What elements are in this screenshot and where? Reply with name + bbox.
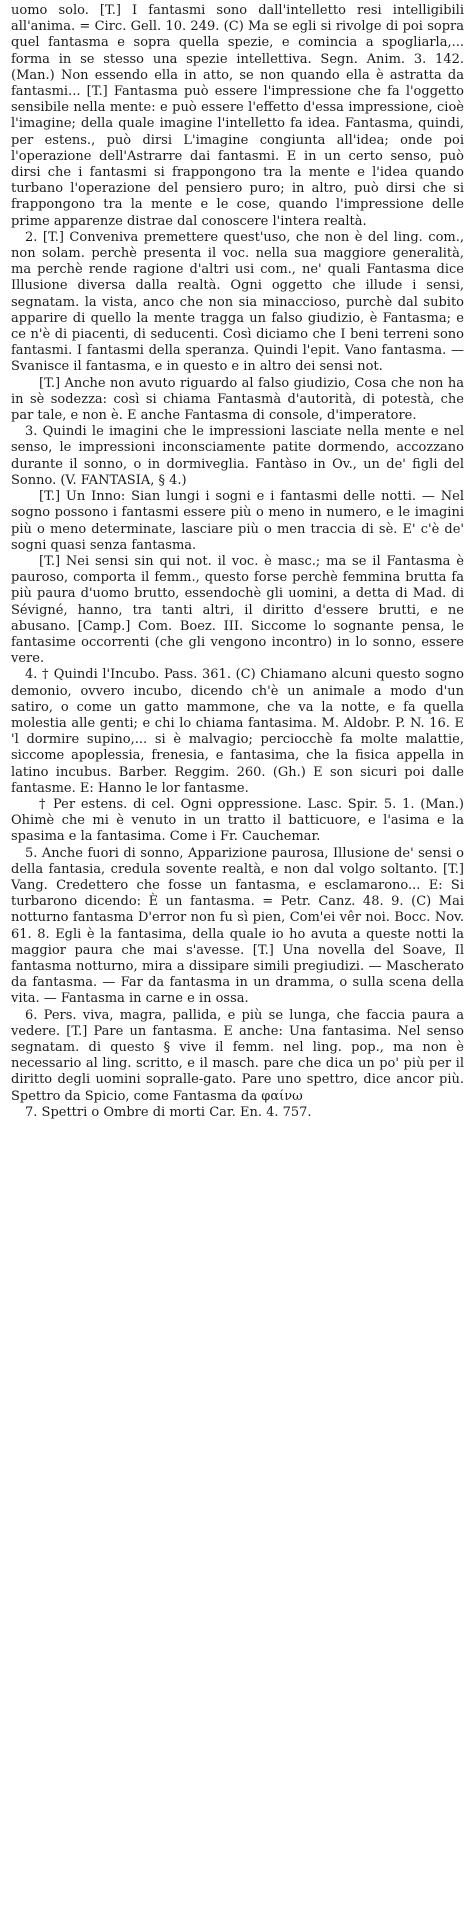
paragraph-sense-6: 6. Pers. viva, magra, pallida, e più se lunga, che faccia paura a vedere. [T.] Pare un fantasma. E anche: Una fantasima. Nel senso segnatam. di questo § vive il femm. nel ling. pop., ma non è necessario al ling. scritto, e il masch. pare che dica un po' più per il diritto degli uomini sopralle-gato. Pare uno spettro, dice ancor più. Spettro da Spicio, come Fantasma da φαίνω <box>11 1007 464 1104</box>
paragraph-sense-3-inno: [T.] Un Inno: Sian lungi i sogni e i fantasmi delle notti. — Nel sogno possono i fantasmi essere più o meno in numero, e le imagini più o meno determinate, lasciare più o men traccia di sè. E' c'è de' sogni quasi senza fantasma. <box>11 489 464 553</box>
paragraph-sense-3-gender-note: [T.] Nei sensi sin qui not. il voc. è masc.; ma se il Fantasma è pauroso, comporta il femm., questo forse perchè femmina brutta fa più paura d'uomo brutto, essendochè gli uomini, a detta di Mad. di Sévigné, hanno, tra tanti altri, il diritto d'essere brutti, e ne abusano. [Camp.] Com. Boez. III. Siccome lo sognante pensa, le fantasime occorrenti (che gli vengono incontro) in lo sonno, essere vere. <box>11 553 464 667</box>
paragraph-sense-4-extension: † Per estens. di cel. Ogni oppressione. Lasc. Spir. 5. 1. (Man.) Ohimè che mi è venuto in un tratto il batticuore, e l'asima e la spasima e la fantasima. Come i Fr. Cauchemar. <box>11 796 464 845</box>
paragraph-sense-7: 7. Spettri o Ombre di morti Car. En. 4. 757. <box>25 1104 312 1120</box>
paragraph-sense-2-note: [T.] Anche non avuto riguardo al falso giudizio, Cosa che non ha in sè sodezza: così si chiama Fantasmà d'autorità, di potestà, che par tale, e non è. E anche Fantasma di console, d'imperatore. <box>11 375 464 424</box>
paragraph-continuation: uomo solo. [T.] I fantasmi sono dall'intelletto resi intelligibili all'anima. = Circ. Gell. 10. 249. (C) Ma se egli si rivolge di poi sopra quel fantasma e sopra quella spezie, e comincia a spogliarla,... forma in se stesso una spezie intellettiva. Segn. Anim. 3. 142. (Man.) Non essendo ella in atto, se non quando ella è astratta da fantasmi... [T.] Fantasma può essere l'impressione che fa l'oggetto sensibile nella mente: e può essere l'effetto d'essa impressione, cioè l'imagine; della quale imagine l'intelletto fa idea. Fantasma, quindi, per estens., può dirsi L'imagine congiunta all'idea; onde poi l'operazione dell'Astrarre dai fantasmi. E in un certo senso, può dirsi che i fantasmi si frappongono tra la mente e l'idea quando turbano l'operazione del pensiero puro; in altro, può dirsi che si frappongono tra la mente e le cose, quando l'impressione delle prime apparenze distrae dal conoscere l'intera realtà. <box>11 3 464 229</box>
paragraph-sense-2: 2. [T.] Conveniva premettere quest'uso, che non è del ling. com., non solam. perchè presenta il voc. nella sua maggiore generalità, ma perchè rende ragione d'altri usi com., ne' quali Fantasma dice Illusione diversa dalla realtà. Ogni oggetto che illude i sensi, segnatam. la vista, anco che non sia minaccioso, purchè dal subito apparire di quello la mente tragga un falso giudizio, è Fantasma; e ce n'è di piacenti, di seducenti. Così diciamo che I beni terreni sono fantasmi. I fantasmi della speranza. Quindi l'epit. Vano fantasma. — Svanisce il fantasma, e in questo e in altro dei sensi not. <box>11 229 464 375</box>
paragraph-sense-5: 5. Anche fuori di sonno, Apparizione paurosa, Illusione de' sensi o della fantasia, credula sovente realtà, e non dal volgo soltanto. [T.] Vang. Credettero che fosse un fantasma, e esclamarono... E: Si turbarono dicendo: È un fantasma. = Petr. Canz. 48. 9. (C) Mai notturno fantasma D'error non fu sì pien, Com'ei vêr noi. Bocc. Nov. 61. 8. Egli è la fantasima, della quale io ho avuta a queste notti la maggior paura che mai s'avesse. [T.] Una novella del Soave, Il fantasma notturno, mira a dissipare simili pregiudizi. — Mascherato da fantasma. — Far da fantasma in un dramma, o sulla scena della vita. — Fantasma in carne e in ossa. <box>11 845 464 1007</box>
paragraph-sense-3: 3. Quindi le imagini che le impressioni lasciate nella mente e nel senso, le impressioni inconsciamente patite dormendo, accozzano durante il sonno, o in dormiveglia. Fantàso in Ov., un de' figli del Sonno. (V. FANTASIA, § 4.) <box>11 424 464 488</box>
paragraph-sense-4: 4. † Quindi l'Incubo. Pass. 361. (C) Chiamano alcuni questo sogno demonio, ovvero incubo, dicendo ch'è un animale a modo d'un satiro, o come un gatto mammone, che va la notte, e fa quella molestia alle genti; e chi lo chiama fantasima. M. Aldobr. P. N. 16. E 'l dormire supino,... si è malvagio; perciocchè fa molte malattie, siccome apoplessia, frenesia, e fantasima, che la fisica appella in latino incubus. Barber. Reggim. 260. (Gh.) E son sicuri poi dalle fantasme. E: Hanno le lor fantasme. <box>11 667 464 796</box>
